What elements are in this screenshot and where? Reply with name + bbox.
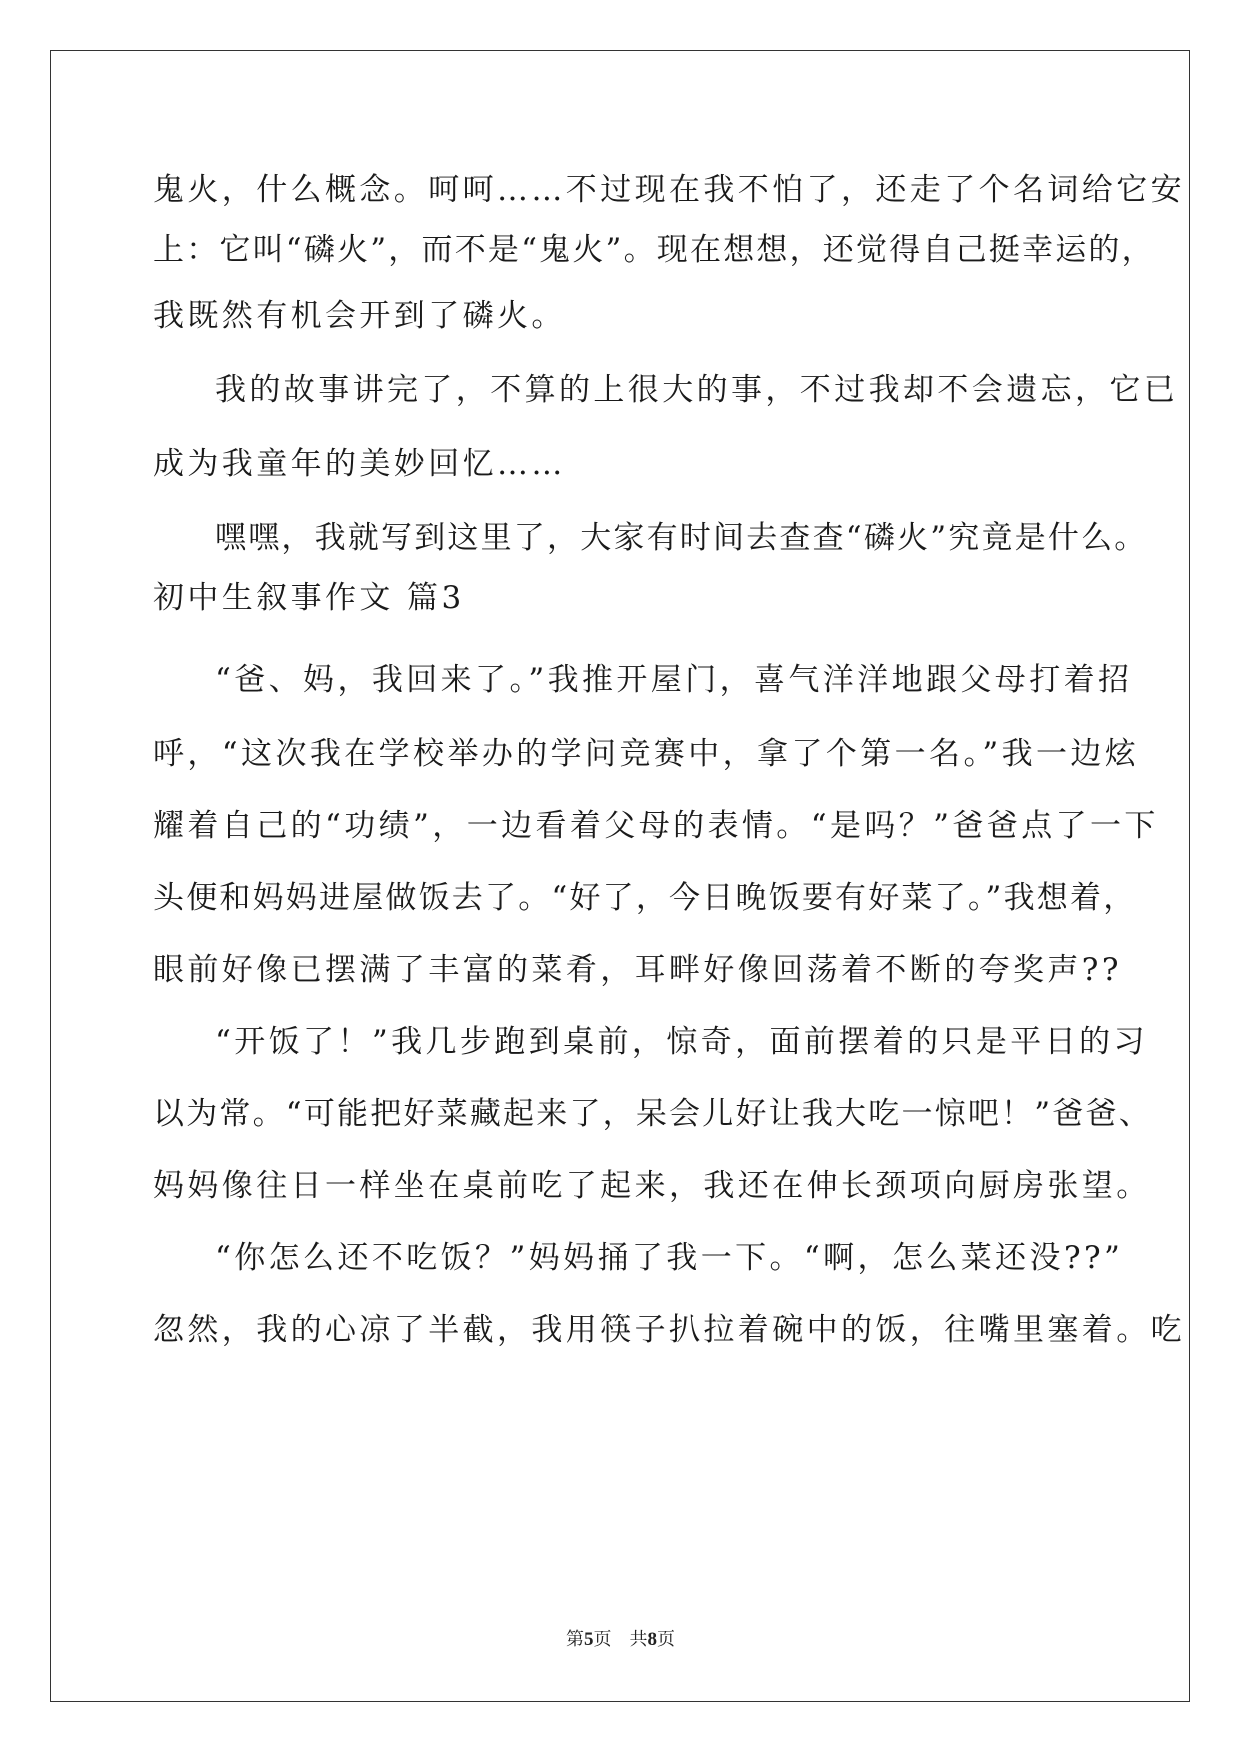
page-total: 8 [647,1629,657,1650]
page-current: 5 [584,1629,594,1650]
text-line: 鬼火，什么概念。呵呵……不过现在我不怕了，还走了个名词给它安 [153,172,1185,208]
text-line: “爸、妈，我回来了。”我推开屋门，喜气洋洋地跟父母打着招 [215,662,1133,698]
text-line: 嘿嘿，我就写到这里了，大家有时间去查查“磷火”究竟是什么。 [215,520,1148,556]
text-line: 成为我童年的美妙回忆…… [153,446,566,482]
text-line: 眼前好像已摆满了丰富的菜肴，耳畔好像回荡着不断的夸奖声?? [153,952,1122,988]
text-line: 我既然有机会开到了磷火。 [153,298,566,334]
text-line: 以为常。“可能把好菜藏起来了，呆会儿好让我大吃一惊吧！”爸爸、 [153,1096,1152,1132]
text-line: 呼，“这次我在学校举办的学问竞赛中，拿了个第一名。”我一边炫 [153,736,1140,772]
page-prefix: 第 [566,1629,584,1650]
total-prefix: 共 [629,1629,648,1650]
text-line: “开饭了！”我几步跑到桌前，惊奇，面前摆着的只是平日的习 [215,1024,1148,1060]
text-line: 耀着自己的“功绩”，一边看着父母的表情。“是吗？”爸爸点了一下 [153,808,1159,844]
page-mid: 页 [593,1629,612,1650]
page-footer [0,1628,1241,1652]
section-heading: 初中生叙事作文 篇3 [153,580,465,616]
text-line: “你怎么还不吃饭？”妈妈捅了我一下。“啊，怎么菜还没??” [215,1240,1124,1276]
text-line: 头便和妈妈进屋做饭去了。“好了，今日晚饭要有好菜了。”我想着， [153,880,1137,916]
text-line: 妈妈像往日一样坐在桌前吃了起来，我还在伸长颈项向厨房张望。 [153,1168,1151,1204]
text-line: 忽然，我的心凉了半截，我用筷子扒拉着碗中的饭，往嘴里塞着。吃 [153,1312,1185,1348]
total-suffix: 页 [657,1629,675,1650]
text-line: 上：它叫“磷火”，而不是“鬼火”。现在想想，还觉得自己挺幸运的， [153,232,1155,268]
text-line: 我的故事讲完了，不算的上很大的事，不过我却不会遗忘，它已 [215,372,1179,408]
